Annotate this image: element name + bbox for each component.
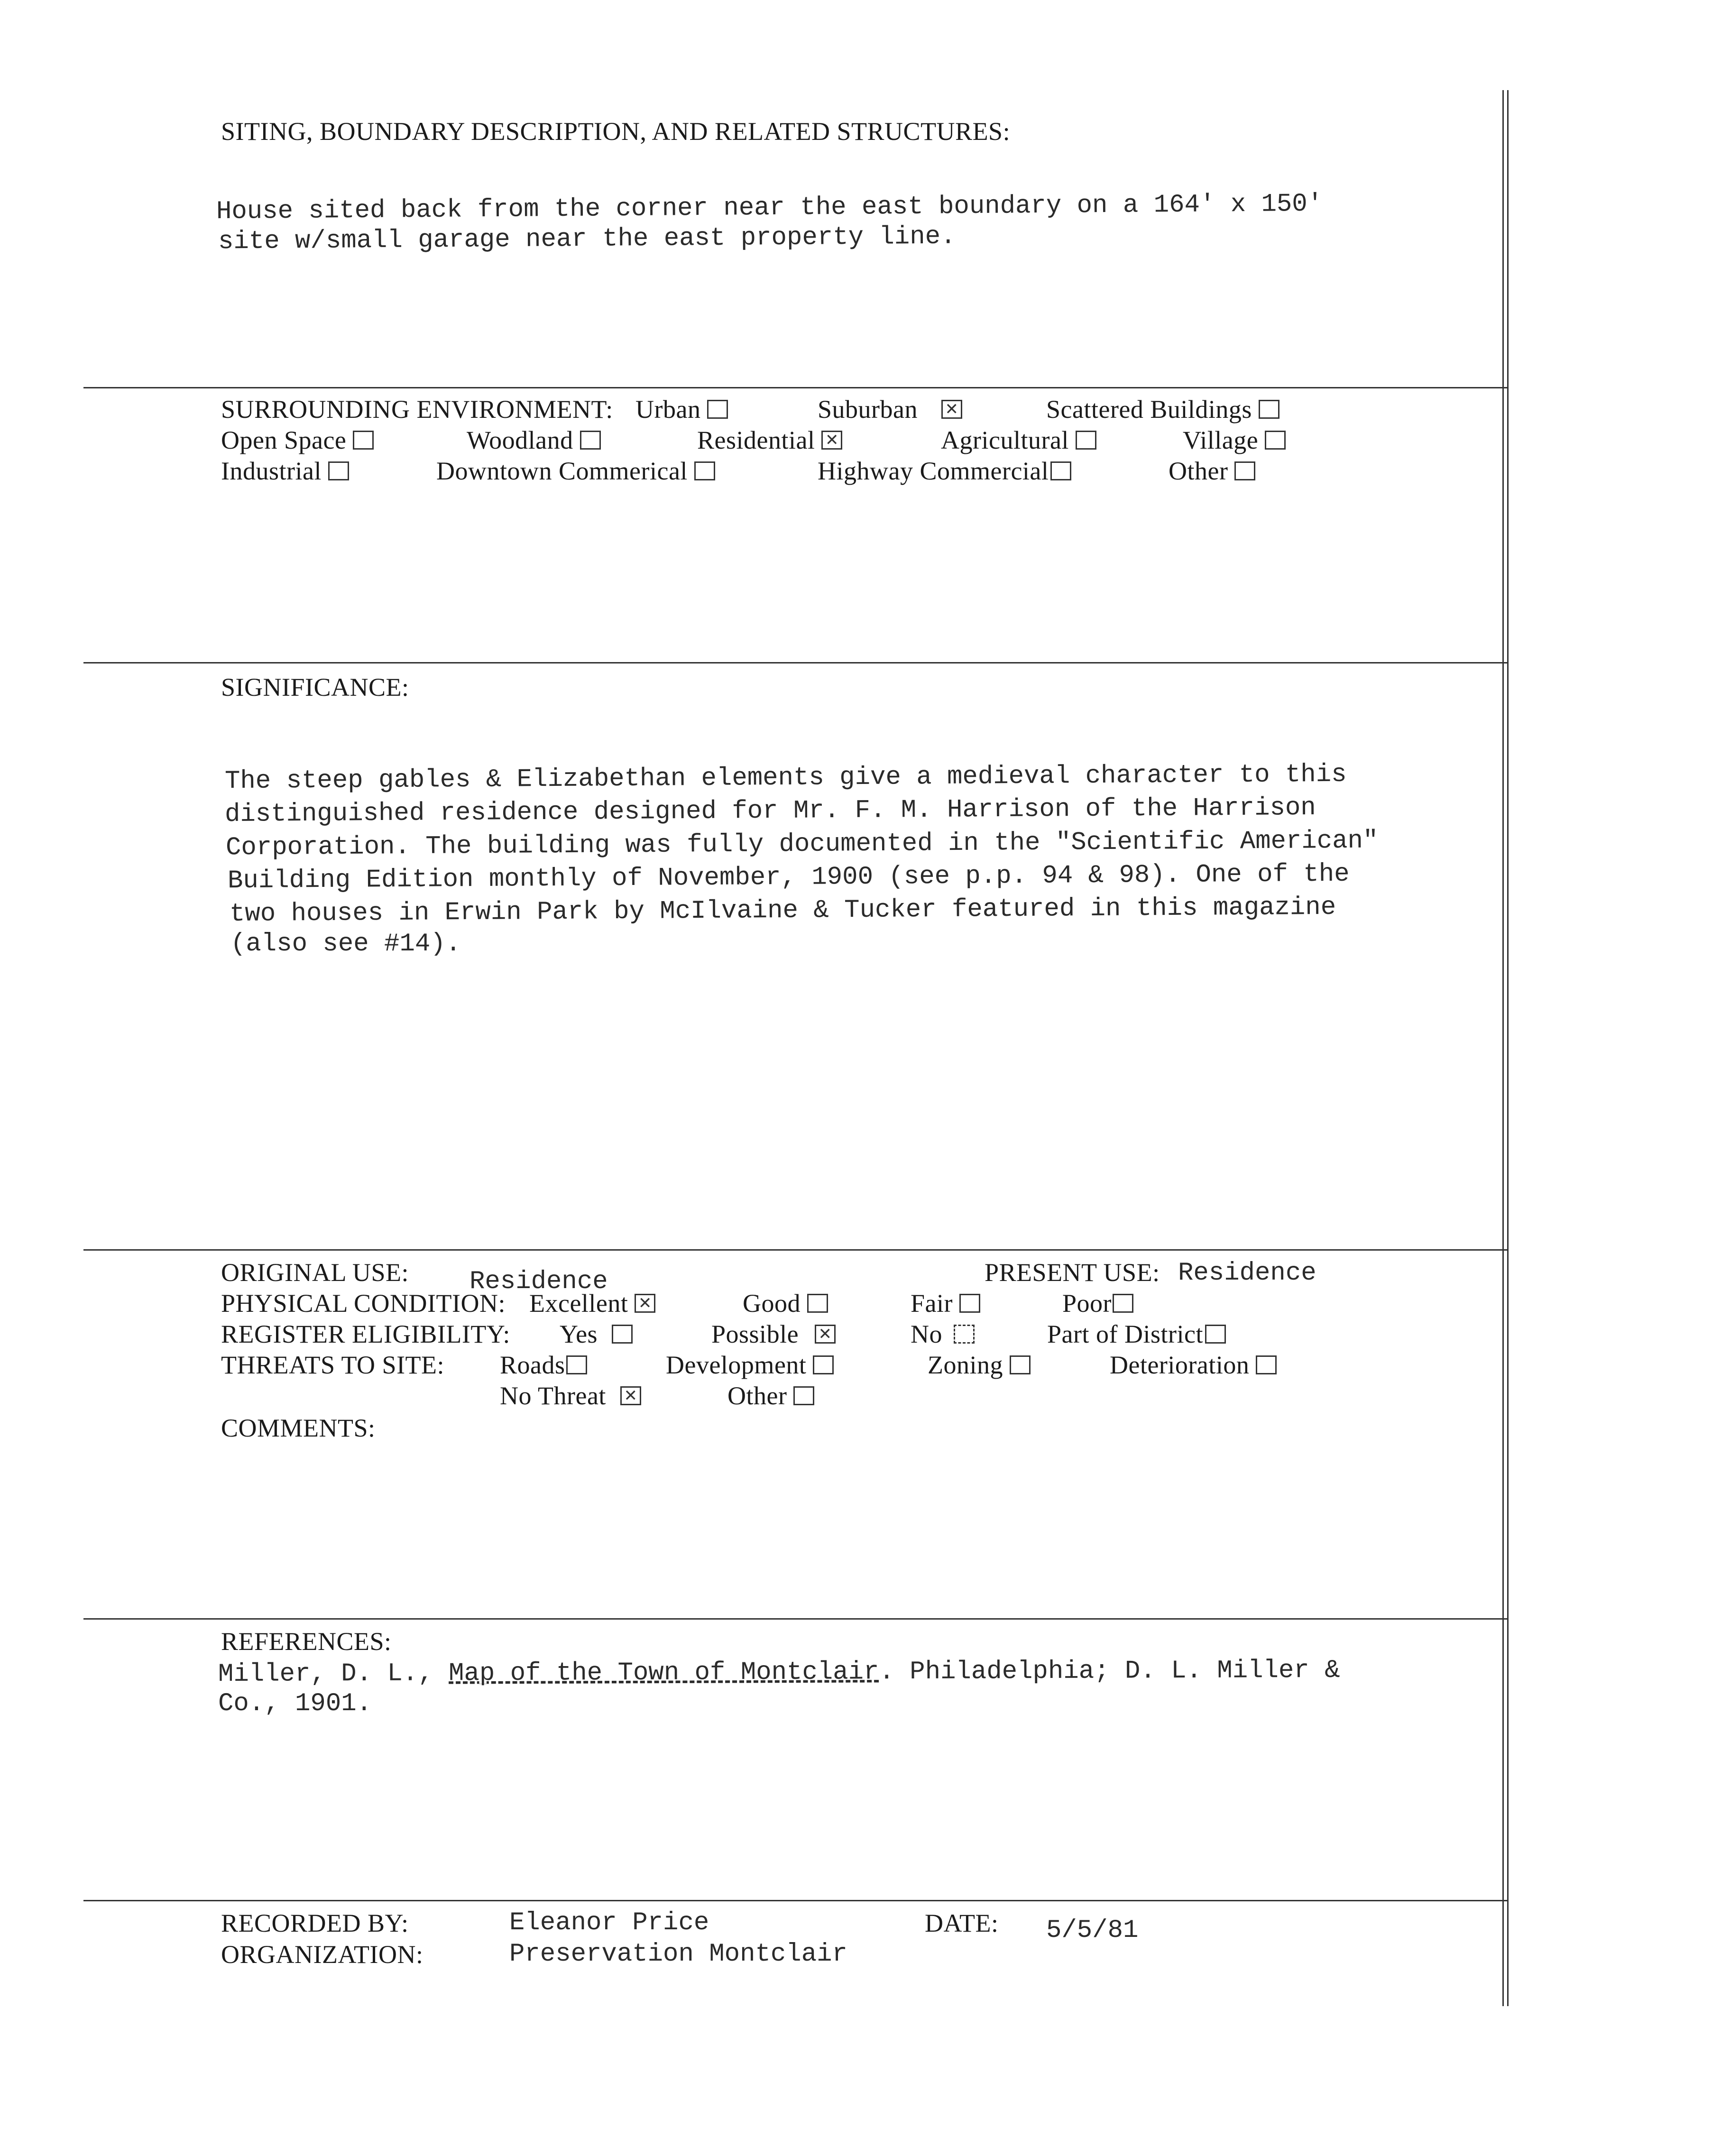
threat-other-checkbox[interactable]: [793, 1386, 814, 1405]
env-residential-label: Residential: [697, 426, 815, 454]
physical-condition-label: PHYSICAL CONDITION:: [221, 1289, 506, 1318]
comments-label: COMMENTS:: [221, 1414, 376, 1442]
register-eligibility-label: REGISTER ELIGIBILITY:: [221, 1320, 510, 1348]
eligibility-district-label: Part of District: [1047, 1320, 1203, 1348]
reference-title: Map of the Town of Montclair: [448, 1658, 879, 1688]
threat-zoning-label: Zoning: [928, 1351, 1003, 1379]
condition-poor[interactable]: [1062, 1289, 1133, 1318]
significance-line-3: Corporation. The building was fully documented in the "Scientific American": [225, 826, 1379, 863]
eligibility-district[interactable]: [1047, 1319, 1226, 1349]
section-divider: [83, 387, 1508, 388]
condition-fair-label: Fair: [911, 1289, 953, 1318]
env-agricultural-checkbox[interactable]: [1076, 431, 1096, 450]
env-urban[interactable]: [635, 395, 728, 424]
eligibility-possible-checkbox[interactable]: [815, 1325, 836, 1344]
env-residential[interactable]: [697, 425, 842, 455]
section-divider: [83, 662, 1508, 663]
check-mark-icon: ✕: [825, 431, 839, 450]
env-industrial-label: Industrial: [221, 457, 322, 485]
eligibility-no-checkbox[interactable]: [954, 1325, 975, 1344]
threat-deterioration-label: Deterioration: [1110, 1351, 1250, 1379]
env-agricultural-label: Agricultural: [941, 426, 1069, 454]
eligibility-possible-label: Possible: [711, 1320, 799, 1348]
env-other-checkbox[interactable]: [1234, 461, 1255, 480]
env-open-space-checkbox[interactable]: [353, 431, 374, 450]
condition-fair[interactable]: [911, 1289, 980, 1318]
check-mark-icon: ✕: [638, 1294, 652, 1313]
env-suburban-label: Suburban: [818, 395, 918, 424]
significance-line-1: The steep gables & Elizabethan elements give a medieval character to this: [224, 760, 1347, 796]
env-woodland[interactable]: [467, 425, 601, 455]
env-scattered-checkbox[interactable]: [1259, 400, 1279, 419]
eligibility-yes-label: Yes: [560, 1320, 598, 1348]
threat-other[interactable]: [727, 1381, 814, 1410]
env-downtown-checkbox[interactable]: [694, 461, 715, 480]
env-downtown-label: Downtown Commerical: [436, 457, 688, 485]
threat-none-label: No Threat: [500, 1382, 606, 1410]
eligibility-possible[interactable]: [711, 1319, 836, 1349]
recorded-by-value: Eleanor Price: [509, 1908, 709, 1937]
present-use-value: Residence: [1178, 1259, 1316, 1288]
significance-line-4: Building Edition monthly of November, 1900 (see p.p. 94 & 98). One of the: [227, 859, 1350, 896]
siting-line-2: site w/small garage near the east property line.: [218, 222, 956, 257]
env-highway[interactable]: [818, 456, 1071, 486]
threat-other-label: Other: [727, 1382, 787, 1410]
env-village[interactable]: [1183, 425, 1286, 455]
section-divider: [83, 1900, 1508, 1901]
threat-development-label: Development: [666, 1351, 807, 1379]
env-woodland-checkbox[interactable]: [580, 431, 601, 450]
condition-excellent[interactable]: [529, 1289, 655, 1318]
check-mark-icon: ✕: [818, 1325, 832, 1344]
check-mark-icon: ✕: [624, 1386, 638, 1405]
eligibility-no-label: No: [911, 1320, 942, 1348]
present-use-label: PRESENT USE:: [985, 1258, 1160, 1287]
env-open-space-label: Open Space: [221, 426, 347, 454]
env-industrial-checkbox[interactable]: [328, 461, 349, 480]
threat-none[interactable]: [500, 1381, 641, 1410]
significance-line-5: two houses in Erwin Park by McIlvaine & Tucker featured in this magazine: [229, 893, 1336, 929]
env-highway-checkbox[interactable]: [1050, 461, 1071, 480]
threat-roads[interactable]: [500, 1350, 587, 1380]
env-scattered-label: Scattered Buildings: [1046, 395, 1252, 424]
env-downtown[interactable]: [436, 456, 715, 486]
environment-heading: SURROUNDING ENVIRONMENT:: [221, 395, 613, 424]
threat-development-checkbox[interactable]: [813, 1355, 834, 1374]
references-heading: REFERENCES:: [221, 1627, 392, 1656]
condition-excellent-checkbox[interactable]: [635, 1294, 655, 1313]
env-suburban[interactable]: [818, 395, 962, 424]
env-industrial[interactable]: [221, 456, 349, 486]
condition-fair-checkbox[interactable]: [959, 1294, 980, 1313]
condition-poor-label: Poor: [1062, 1289, 1112, 1318]
eligibility-yes-checkbox[interactable]: [612, 1325, 633, 1344]
env-other[interactable]: [1169, 456, 1255, 486]
condition-excellent-label: Excellent: [529, 1289, 628, 1318]
eligibility-no[interactable]: [911, 1319, 975, 1349]
condition-poor-checkbox[interactable]: [1113, 1294, 1133, 1313]
env-other-label: Other: [1169, 457, 1228, 485]
condition-good-label: Good: [743, 1289, 801, 1318]
section-divider: [83, 1249, 1508, 1251]
env-suburban-checkbox[interactable]: [941, 400, 962, 419]
siting-line-1: House sited back from the corner near the east boundary on a 164' x 150': [216, 189, 1323, 227]
organization-label: ORGANIZATION:: [221, 1940, 423, 1969]
env-village-label: Village: [1183, 426, 1259, 454]
threat-roads-label: Roads: [500, 1351, 565, 1379]
threat-deterioration[interactable]: [1110, 1350, 1277, 1380]
significance-line-2: distinguished residence designed for Mr. F. M. Harrison of the Harrison: [224, 793, 1316, 829]
condition-good-checkbox[interactable]: [807, 1294, 828, 1313]
env-open-space[interactable]: [221, 425, 374, 455]
reference-rest: . Philadelphia; D. L. Miller &: [879, 1656, 1340, 1687]
env-residential-checkbox[interactable]: [821, 431, 842, 450]
date-label: DATE:: [925, 1909, 999, 1937]
significance-heading: SIGNIFICANCE:: [221, 673, 409, 701]
threat-zoning-checkbox[interactable]: [1010, 1355, 1031, 1374]
section-divider: [83, 1618, 1508, 1620]
env-urban-label: Urban: [635, 395, 701, 424]
eligibility-district-checkbox[interactable]: [1205, 1325, 1226, 1344]
right-margin-rule: [1502, 90, 1504, 2006]
check-mark-icon: ✕: [945, 400, 959, 419]
env-village-checkbox[interactable]: [1265, 431, 1286, 450]
date-value: 5/5/81: [1046, 1916, 1139, 1945]
env-highway-label: Highway Commercial: [818, 457, 1049, 485]
threats-label: THREATS TO SITE:: [221, 1351, 445, 1379]
threat-none-checkbox[interactable]: [620, 1386, 641, 1405]
original-use-label: ORIGINAL USE:: [221, 1258, 409, 1287]
eligibility-yes[interactable]: [560, 1319, 633, 1349]
env-woodland-label: Woodland: [467, 426, 573, 454]
siting-heading: SITING, BOUNDARY DESCRIPTION, AND RELATED STRUCTURES:: [221, 117, 1011, 146]
original-use-value: Residence: [469, 1267, 608, 1296]
threat-roads-checkbox[interactable]: [566, 1355, 587, 1374]
right-margin-rule-inner: [1507, 90, 1509, 2006]
reference-line-1: [218, 1656, 1340, 1689]
reference-line-2: Co., 1901.: [218, 1689, 372, 1718]
organization-value: Preservation Montclair: [509, 1940, 847, 1969]
threat-deterioration-checkbox[interactable]: [1256, 1355, 1277, 1374]
threat-development[interactable]: [666, 1350, 834, 1380]
reference-author: Miller, D. L.,: [218, 1659, 449, 1689]
env-scattered[interactable]: [1046, 395, 1279, 424]
env-agricultural[interactable]: [941, 425, 1096, 455]
recorded-by-label: RECORDED BY:: [221, 1909, 409, 1937]
threat-zoning[interactable]: [928, 1350, 1031, 1380]
env-urban-checkbox[interactable]: [707, 400, 728, 419]
significance-line-6: (also see #14).: [230, 930, 461, 958]
condition-good[interactable]: [743, 1289, 828, 1318]
